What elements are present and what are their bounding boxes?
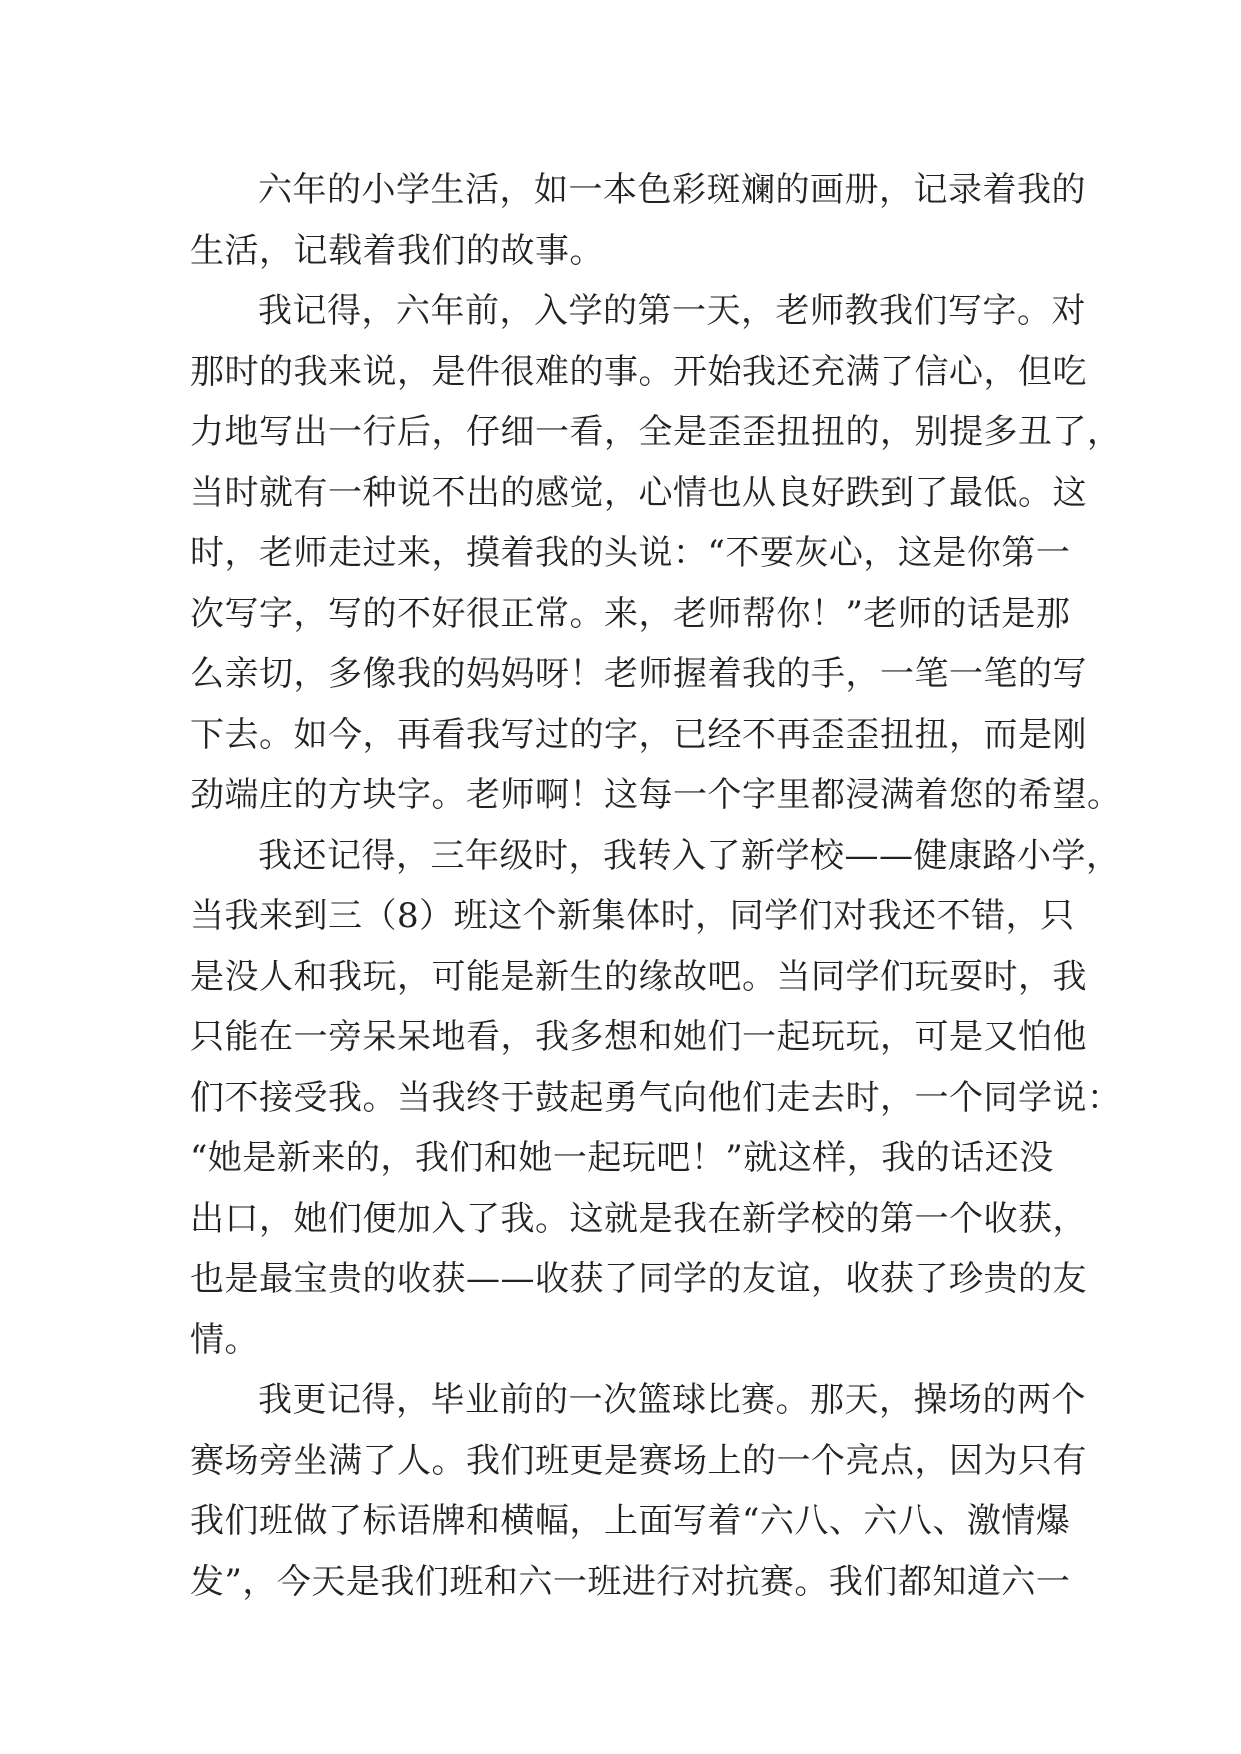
text-line: 我还记得，三年级时，我转入了新学校——健康路小学，	[258, 835, 1121, 876]
text-line: 劲端庄的方块字。老师啊！这每一个字里都浸满着您的希望。	[190, 775, 1122, 815]
text-line: 是没人和我玩，可能是新生的缘故吧。当同学们玩耍时，我	[190, 956, 1087, 997]
text-line: 那时的我来说，是件很难的事。开始我还充满了信心，但吃	[190, 351, 1087, 392]
text-line: 只能在一旁呆呆地看，我多想和她们一起玩玩，可是又怕他	[190, 1017, 1087, 1057]
text-line: 时，老师走过来，摸着我的头说：“不要灰心，这是你第一	[190, 533, 1071, 573]
text-line: 次写字，写的不好很正常。来，老师帮你！”老师的话是那	[190, 593, 1071, 634]
text-line: 下去。如今，再看我写过的字，已经不再歪歪扭扭，而是刚	[190, 714, 1087, 755]
text-line: 我们班做了标语牌和横幅，上面写着“六八、六八、激情爆	[190, 1501, 1071, 1541]
text-line: 当时就有一种说不出的感觉，心情也从良好跌到了最低。这	[190, 472, 1087, 513]
text-line: 情。	[190, 1319, 259, 1360]
text-line: 出口，她们便加入了我。这就是我在新学校的第一个收获，	[190, 1198, 1087, 1239]
text-line: 也是最宝贵的收获——收获了同学的友谊，收获了珍贵的友	[190, 1259, 1087, 1299]
paragraph	[190, 281, 1122, 826]
text-line: 我记得，六年前，入学的第一天，老师教我们写字。对	[258, 291, 1086, 331]
text-line: 生活，记载着我们的故事。	[190, 230, 604, 271]
text-line: 么亲切，多像我的妈妈呀！老师握着我的手，一笔一笔的写	[190, 654, 1087, 694]
text-line: 发”，今天是我们班和六一班进行对抗赛。我们都知道六一	[190, 1561, 1071, 1602]
text-line: “她是新来的，我们和她一起玩吧！”就这样，我的话还没	[190, 1138, 1054, 1178]
paragraph	[190, 826, 1122, 1371]
text-line: 们不接受我。当我终于鼓起勇气向他们走去时，一个同学说：	[190, 1077, 1122, 1118]
text-line: 力地写出一行后，仔细一看，全是歪歪扭扭的，别提多丑了，	[190, 412, 1122, 452]
text-line: 当我来到三（8）班这个新集体时，同学们对我还不错，只	[190, 896, 1075, 936]
text-line: 我更记得，毕业前的一次篮球比赛。那天，操场的两个	[258, 1380, 1086, 1420]
document-body	[190, 160, 1122, 1612]
paragraph	[190, 1370, 1087, 1612]
text-line: 六年的小学生活，如一本色彩斑斓的画册，记录着我的	[258, 170, 1086, 210]
text-line: 赛场旁坐满了人。我们班更是赛场上的一个亮点，因为只有	[190, 1440, 1087, 1481]
paragraph	[190, 160, 1086, 281]
